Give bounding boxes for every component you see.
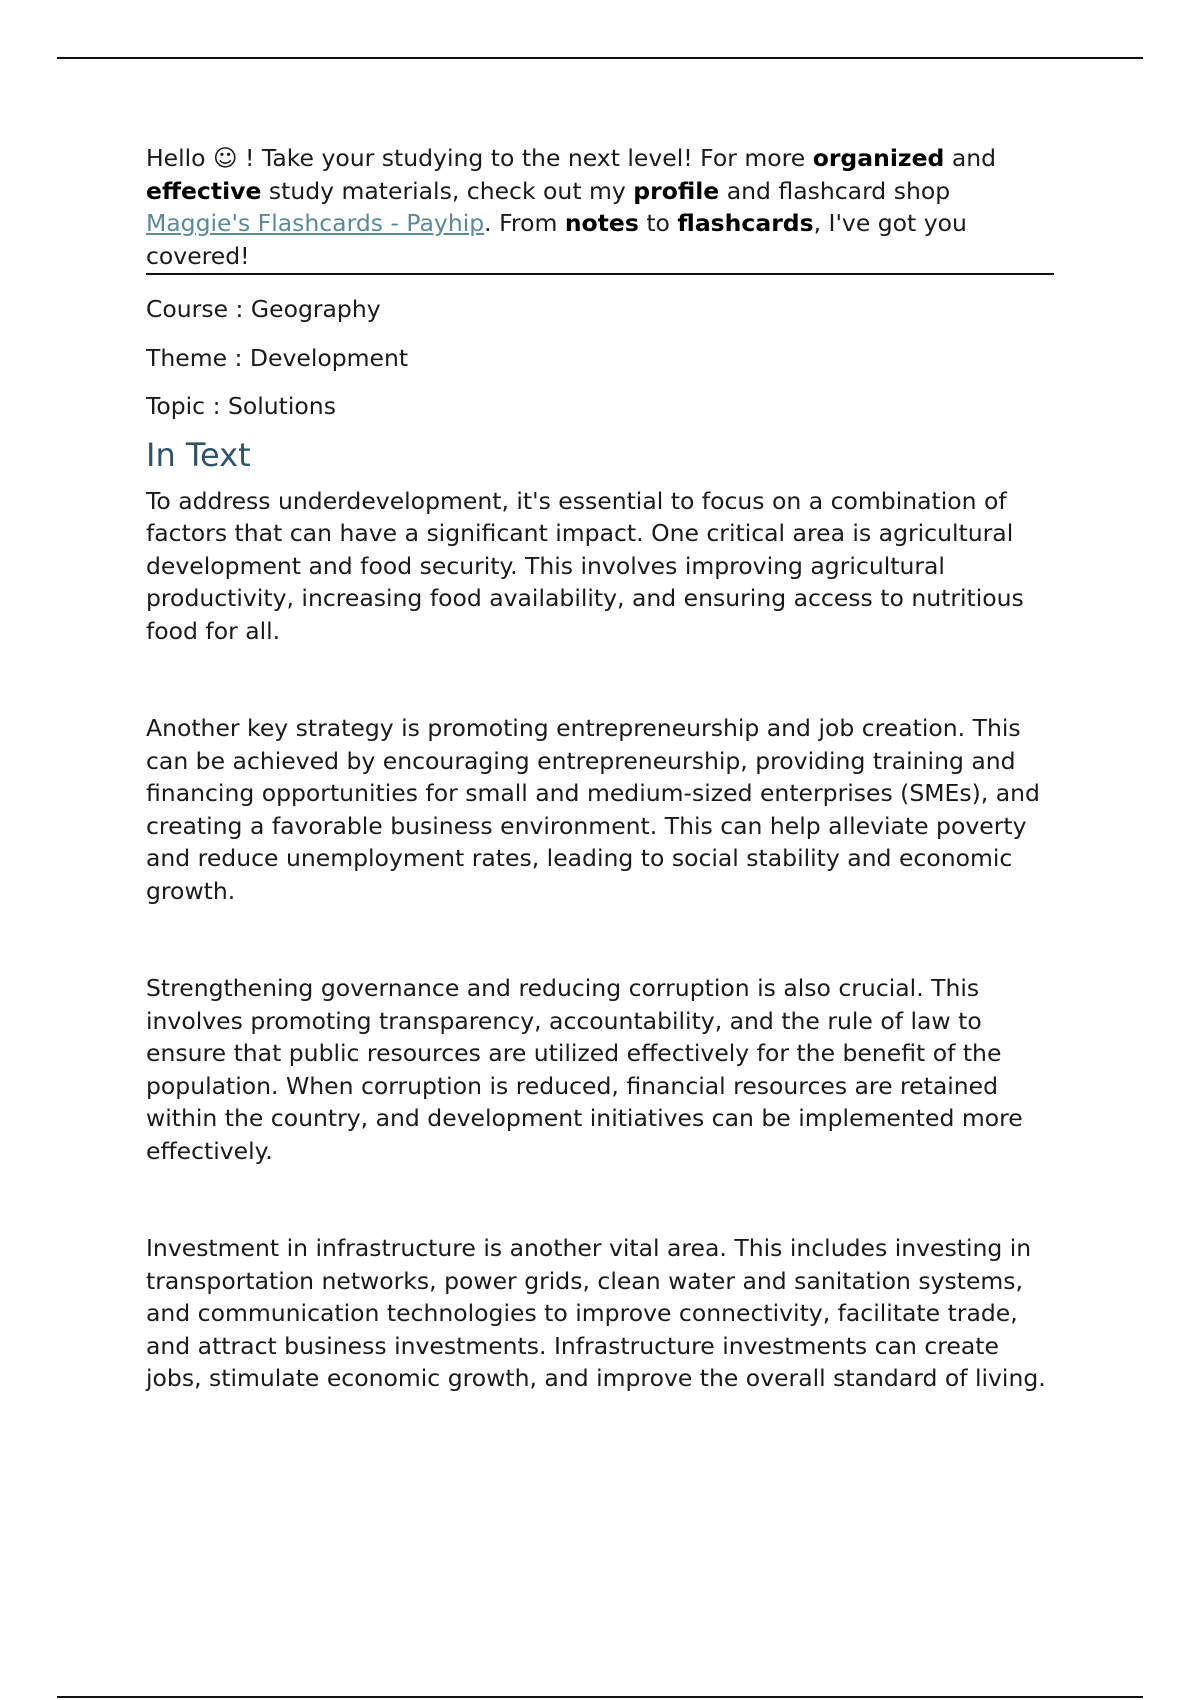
promo-banner — [146, 142, 1054, 275]
paragraph-entrepreneurship: Another key strategy is promoting entrepreneurship and job creation. This can be achieved by encouraging entrepreneurship, providing training and financing opportunities for small and medium-sized enterprises (SMEs), and creating a favorable business environment. This can help alleviate poverty and reduce unemployment rates, leading to social stability and economic growth. — [146, 714, 1040, 905]
promo-text: Hello — [146, 144, 214, 172]
theme-label: Theme : Development — [146, 343, 409, 372]
promo-bold-flashcards: flashcards — [677, 209, 814, 237]
promo-bold-effective: effective — [146, 176, 262, 205]
promo-text: to — [638, 209, 678, 237]
document-body — [146, 142, 1054, 1395]
promo-text: study materials, check out my — [261, 176, 634, 205]
promo-bold-organized: organized — [812, 144, 945, 172]
promo-text: ! Take your studying to the next level! For more — [237, 144, 813, 172]
promo-text: , I've got you covered! — [146, 209, 967, 270]
promo-text: and flashcard shop — [719, 176, 951, 205]
paragraph-agriculture: To address underdevelopment, it's essential to focus on a combination of factors that can have a significant impact. One critical area is agricultural development and food security. This involves improving agricultural productivity, increasing food availability, and ensuring access to nutritious food for all. — [146, 486, 1024, 645]
promo-bold-notes: notes — [564, 209, 639, 237]
promo-text: and — [944, 144, 997, 172]
promo-text: . From — [484, 209, 565, 237]
paragraph-governance: Strengthening governance and reducing corruption is also crucial. This involves promoting transparency, accountability, and the rule of law to ensure that public resources are utilized effectively for the benefit of the population. When corruption is reduced, financial resources are retained within the country, and development initiatives can be implemented more effectively. — [146, 974, 1023, 1165]
paragraph-infrastructure: Investment in infrastructure is another vital area. This includes investing in transportation networks, power grids, clean water and sanitation systems, and communication technologies to improve connectivity, facilitate trade, and attract business investments. Infrastructure investments can create jobs, stimulate economic growth, and improve the overall standard of living. — [146, 1234, 1046, 1392]
section-heading: In Text — [146, 435, 251, 474]
topic-label: Topic : Solutions — [146, 392, 336, 420]
smiley-icon: ☺ — [213, 144, 238, 172]
promo-bold-profile: profile — [633, 176, 720, 205]
course-label: Course : Geography — [146, 295, 381, 323]
page-bottom-divider — [57, 1696, 1143, 1698]
shop-link[interactable]: Maggie's Flashcards - Payhip — [146, 209, 485, 237]
page-top-divider — [57, 57, 1143, 59]
